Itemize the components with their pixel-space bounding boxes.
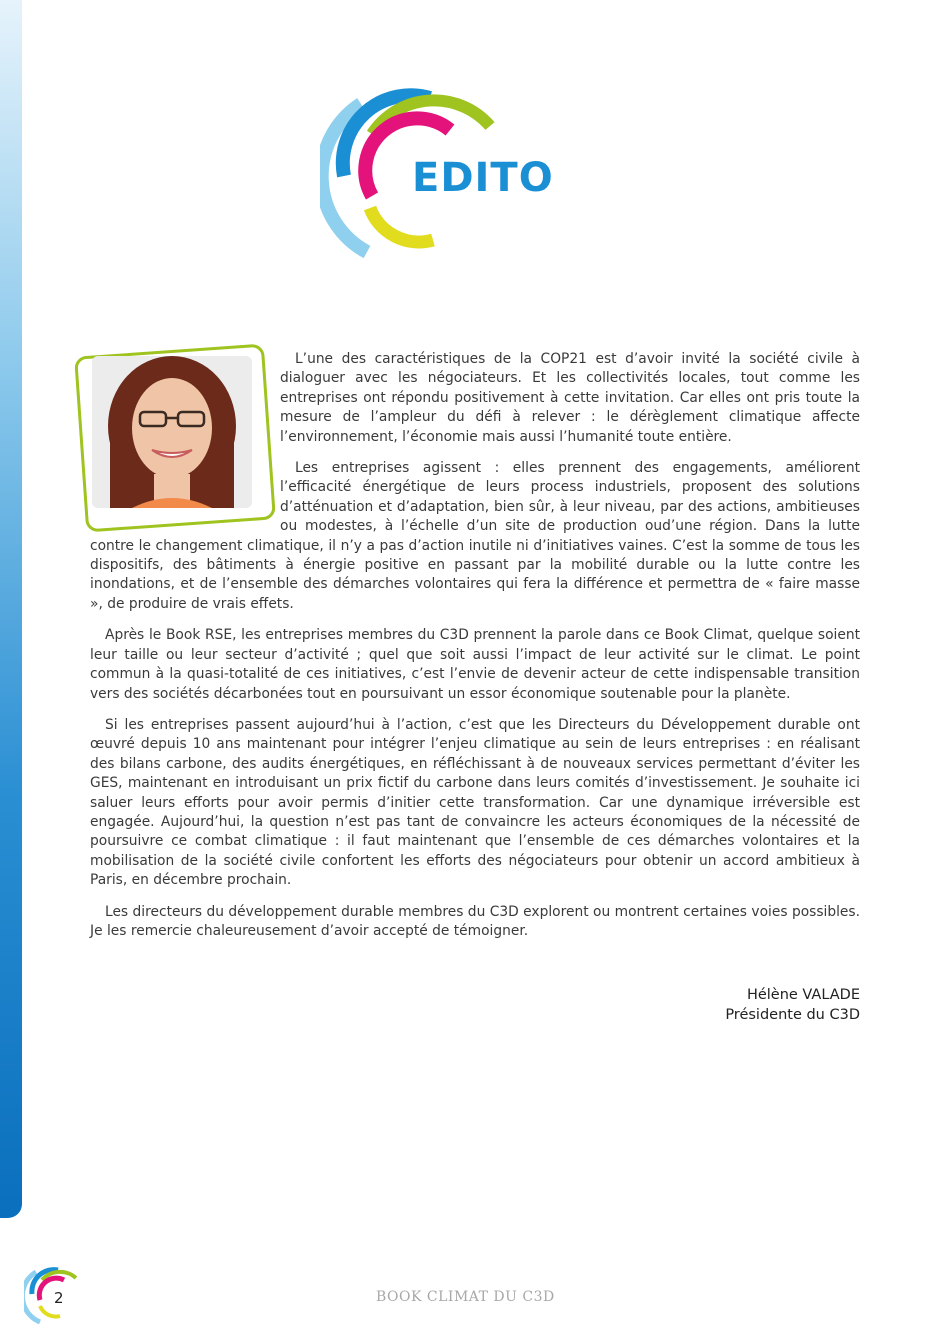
page-number: 2: [54, 1289, 64, 1307]
footer-arcs-icon: [24, 1264, 80, 1324]
edito-title: EDITO: [412, 155, 554, 201]
paragraph-2: Les entreprises agissent : elles prennent des engagements, améliorent l’efficacité énergétique de leurs process industriels, proposent des solutions d’atténuation et d’adaptation, bien sûr, à leur niveau, par des actions, ambitieuses ou modestes, à l’échelle d’un site de production oud’une région. Dans la lutte contre le changement climatique, il n’y a pas d’action inutile ni d’initiatives vaines. C’est la somme de tous les dispositifs, des bâtiments à énergie positive en passant par la mobilité durable ou la lutte contre les inondations, et de l’ensemble des démarches volontaires qui fera la différence et permettra de « faire masse », de produire de vrais effets.: [90, 460, 860, 612]
yellow-arc: [370, 208, 433, 242]
footer-title: BOOK CLIMAT DU C3D: [376, 1289, 555, 1305]
edito-body: [90, 350, 860, 953]
signature-block: [725, 985, 860, 1025]
signature-role: Présidente du C3D: [725, 1007, 860, 1023]
signature-name: Hélène VALADE: [746, 987, 860, 1003]
photo-spacer: [90, 350, 280, 528]
paragraph-5: Les directeurs du développement durable membres du C3D explorent ou montrent certaines voies possibles. Je les remercie chaleureusement d’avoir accepté de témoigner.: [90, 903, 860, 939]
side-color-band: [0, 0, 22, 1218]
paragraph-4: Si les entreprises passent aujourd’hui à l’action, c’est que les Directeurs du Développement durable ont œuvré depuis 10 ans maintenant pour intégrer l’enjeu climatique au sein de leurs entreprises : en réalisant des bilans carbone, des audits énergétiques, en réfléchissant à de nouveaux services permettant d’éviter les GES, maintenant en introduisant un prix fictif du carbone dans leurs comités d’investissement. Je souhaite ici saluer leurs efforts pour avoir permis d’initier cette transformation. Car une dynamique irréversible est engagée. Aujourd’hui, la question n’est pas tant de convaincre les acteurs économiques de la nécessité de poursuivre ce combat climatique : il faut maintenant que l’ensemble de ces démarches volontaires et la mobilisation de la société civile confortent les efforts des négociateurs pour obtenir un accord ambitieux à Paris, en décembre prochain.: [90, 716, 860, 889]
paragraph-1: L’une des caractéristiques de la COP21 est d’avoir invité la société civile à dialoguer avec les négociateurs. Et les collectivités locales, tout comme les entreprises ont répondu positivement à cette invitation. Car elles ont pris toute la mesure de l’ampleur du défi à relever : le dérèglement climatique affecte l’environnement, l’économie mais aussi l’humanité toute entière.: [280, 351, 860, 445]
paragraph-3: Après le Book RSE, les entreprises membres du C3D prennent la parole dans ce Book Climat, quelque soient leur taille ou leur secteur d’activité ; quel que soit aussi l’impact de leur activité sur le climat. Le point commun à la quasi-totalité de ces initiatives, c’est l’envie de devenir acteur de cette indispensable transition vers des sociétés décarbonées tout en poursuivant un essor économique soutenable pour la planète.: [90, 627, 860, 702]
